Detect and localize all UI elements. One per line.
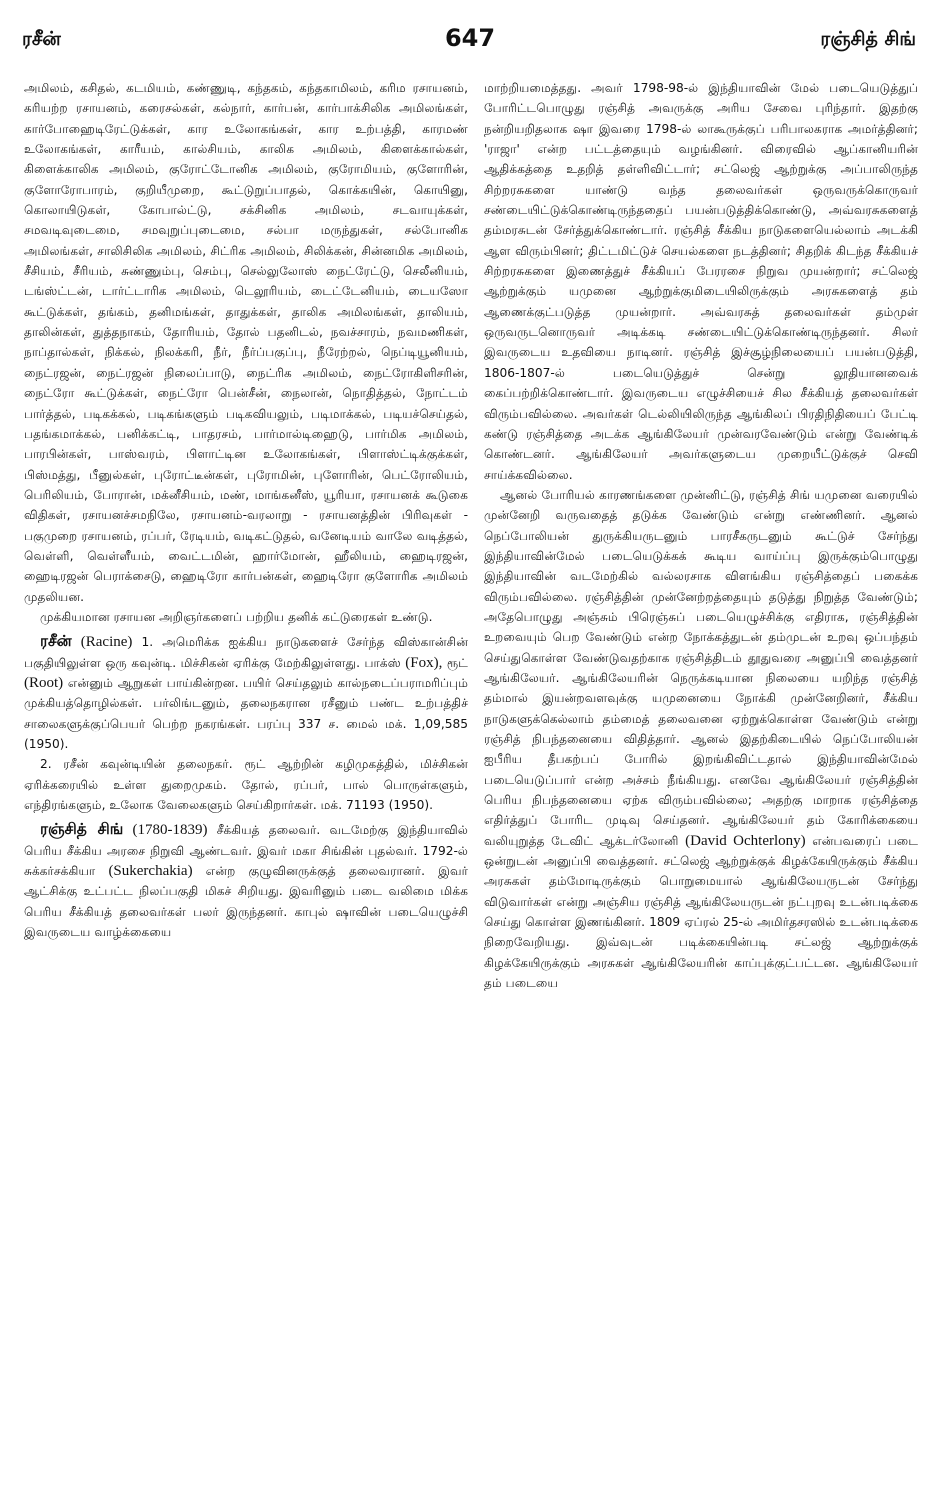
racine-root: (Root)	[24, 674, 64, 691]
ranjit-text-1: சீக்கியத் தலைவர். வடமேற்கு இந்தியாவில் பெரிய சீக்கிய அரசை நிறுவி ஆண்டவர். இவர் மகா சிங்கின் புதல்வர். 1792-ல் சுக்கர்சக்கியா	[24, 823, 469, 879]
running-head-left: ரசீன்	[22, 28, 61, 50]
racine-text-1c: என்னும் ஆறுகள் பாய்கின்றன. பயிர் செய்தலும் கால்நடைப்பராமரிப்பும் முக்கியத்தொழில்கள். பர்லிங்டனும், தலைநகரான ரசீனும் பண்ட உற்பத்திச் சாலைகளுக்குப்பெயர் பெற்ற நகரங்கள். பரப்பு 337 ச. மைல் மக். 1,09,585 (1950).	[24, 675, 469, 751]
entry-racine	[24, 631, 468, 754]
racine-fox: (Fox),	[405, 654, 443, 671]
ranjit-paragraph-2b: என்பவரைப் படை ஒன்றுடன் அனுப்பி வைத்தனர். சட்லெஜ் ஆற்றுக்குக் கிழக்கேயிருக்கும் சீக்கிய அரசுகள் தம்மோடிருக்கும் பொறுமையால் ஆங்கிலேயருடன் சேர்ந்து விடுவார்கள் என்று அஞ்சிய ரஞ்சித் ஆங்கிலேயருடன் நட்புறவு உடன்படிக்கை செய்து கொள்ள இணங்கினர். 1809 ஏப்ரல் 25-ல் அமிர்தசரஸில் உடன்படிக்கை நிறைவேறியது. இவ்வுடன் படிக்கையின்படி சட்லஜ் ஆற்றுக்குக் கிழக்கேயிருக்கும் அரசுகள் ஆங்கிலேயரின் காப்புக்குட்பட்டன. ஆங்கிலேயர் தம் படையை	[484, 833, 919, 991]
page-number: 647	[444, 24, 496, 52]
ranjit-paragraph-1: மாற்றியமைத்தது. அவர் 1798-98-ல் இந்தியாவின் மேல் படையெடுத்துப் போரிட்டபொழுது ரஞ்சித் அவருக்கு அரிய சேவை புரிந்தார். இதற்கு நன்றியறிதலாக ஷா இவரை 1798-ல் லாகூருக்குப் பரிபாலகராக அமர்த்தினர்; 'ராஜா' என்ற பட்டத்தையும் வழங்கினர். விரைவில் ஆப்கானியரின் ஆதிக்கத்தை உதறித் தள்ளிவிட்டார்; சட்லெஜ் ஆற்றுக்கு அப்பாலிருந்த சிற்றரசுகளை யாண்டு வந்த தலைவர்கள் ஒருவருக்கொருவர் சண்டையிட்டுக்கொண்டிருந்ததைப் பயன்படுத்திக்கொண்டு, அவ்வரசுகளைத் தம்மரசுடன் சேர்த்துக்கொண்டார். ரஞ்சித் சீக்கிய நாடுகளையெல்லாம் அடக்கி ஆள விரும்பினர்; திட்டமிட்டுச் செயல்களை நடத்தினர்; சிதறிக் கிடந்த சீக்கியச் சிற்றரசுகளை இணைத்துச் சீக்கியப் பேரரசை நிறுவ முயன்றார்; சட்லெஜ் ஆற்றுக்கும் யமுனை ஆற்றுக்குமிடையிலிருக்கும் அரசுகளைத் தம் ஆணைக்குட்படுத்த முயன்றார். அவ்வரசுத் தலைவர்கள் தம்முள் ஒருவருடனொருவர் அடிக்கடி சண்டையிட்டுக்கொண்டிருந்தனர். சிலர் இவருடைய உதவியை நாடினர். ரஞ்சித் இச்சூழ்நிலையைப் பயன்படுத்தி, 1806-1807-ல் படையெடுத்துச் சென்று லூதியானவைக் கைப்பற்றிக்கொண்டார். இவருடைய எழுச்சியைச் சில சீக்கியத் தலைவர்கள் விரும்பவில்லை. அவர்கள் டெல்லியிலிருந்த ஆங்கிலப் பிரதிநிதியைப் பேட்டி கண்டு ரஞ்சித்தை அடக்க ஆங்கிலேயர் முன்வரவேண்டும் என்று வேண்டிக் கொண்டனர். ஆங்கிலேயர் அவர்களுடைய முறையீட்டுக்குச் செவி சாய்க்கவில்லை.	[484, 81, 918, 482]
running-head-right: ரஞ்சித் சிங்	[820, 28, 916, 50]
racine-text-1b: ரூட்	[446, 655, 468, 670]
entry-ranjit-singh	[24, 819, 468, 942]
right-column	[484, 78, 918, 993]
entry-latin-racine: (Racine)	[80, 634, 133, 651]
ranjit-text-1b: என்ற குழுவினருக்குத் தலைவரானர். இவர் ஆட்சிக்கு உட்பட்ட நிலப்பகுதி மிகச் சிறியது. இவரினும் படை வலிமை மிக்க பெரிய சீக்கியத் தலைவர்கள் பலர் இருந்தனர். காபுல் ஷாவின் படையெழுச்சி இவருடைய வாழ்க்கையை	[24, 864, 468, 940]
racine-text-2: 2. ரசீன் கவுன்டியின் தலைநகர். ரூட் ஆற்றின் கழிமுகத்தில், மிச்சிகன் ஏரிக்கரையில் உள்ள துறைமுகம். தோல், ரப்பர், பால் பொருள்களும், எந்திரங்களும், உலோக வேலைகளும் செய்கிறார்கள். மக். 71193 (1950).	[24, 757, 468, 813]
ranjit-sukerchakia: (Sukerchakia)	[108, 863, 193, 880]
entry-dates-ranjit: (1780-1839)	[132, 822, 208, 839]
chemistry-topics-list: அமிலம், கசிதல், கடமியம், கண்ணுடி, கந்தகம், கந்தகாமிலம், கரிம ரசாயனம், கரியற்ற ரசாயனம், கரைசல்கள், கல்நார், கார்பன், கார்பாக்சிலிக அமிலங்கள், கார்போஹைடிரேட்டுக்கள், கார உலோகங்கள், கார உற்பத்தி, காரமண் உலோகங்கள், காரீயம், கால்சியம், காலிக அமிலம், கிளைக்கால்கள், கிளைக்காலிக அமிலம், குரோட்டோனிக அமிலம், குரோமியம், குளோரின், குளோரோபாரம், குறியீமுறை, கூட்டுறுப்பாதல், கொக்கயின், கொயினு, கொலாயிடுகள், கோபால்ட்டு, சக்சினிக அமிலம், சடவாயுக்கள், சமவடிவுடைமை, சமவுறுப்புடைமை, சல்பா மருந்துகள், சல்போனிக அமிலங்கள், சாலிசிலிக அமிலம், சிட்ரிக அமிலம், சிலிக்கன், சின்னமிக அமிலம், சீசியம், சீரியம், சுண்ணும்பு, செம்பு, செல்லுலோஸ் நைட்ரேட்டு, செலீனியம், டங்ஸ்ட்டன், டார்ட்டாரிக அமிலம், டெலூரியம், டைட்டேனியம், டையஸோ கூட்டுக்கள், தங்கம், தனிமங்கள், தாதுக்கள், தாலிக அமிலங்கள், தாலியம், தாலின்கள், துத்தநாகம், தோரியம், தோல் பதனிடல், நவச்சாரம், நவமணிகள், நாப்தால்கள், நிக்கல், நிலக்கரி, நீர், நீர்ப்பகுப்பு, நீரேற்றல், நெப்டியூனியம், நைட்ரஜன், நைட்ரஜன் நிலைப்பாடு, நைட்ரிக அமிலம், நைட்ரோகிளிசரின், நைட்ரோ கூட்டுக்கள், நைட்ரோ பென்சீன், நைலான், நொதித்தல், நோட்டம் பார்த்தல், படிகக்கல், படிகங்களும் படிகவியலும், படிமாக்கல், படியச்செய்தல், பதங்கமாக்கல், பனிக்கட்டி, பாதரசம், பார்மால்டிஹைடு, பார்மிக அமிலம், பாரபின்கள், பாஸ்வரம், பிளாட்டின உலோகங்கள், பிளாஸ்ட்டிக்குக்கள், பிஸ்மத்து, பீனுல்கள், புரோட்டீன்கள், புரோமின், புளோரின், பெட்ரோலியம், பெரிலியம், போரான், மக்னீசியம், மண், மாங்கனீஸ், யூரியா, ரசாயனக் கூடுகை விதிகள், ரசாயனச்சமநிலே, ரசாயனம்-வரலாறு - ரசாயனத்தின் பிரிவுகள் - பகுமுறை ரசாயனம், ரப்பர், ரேடியம், வடிகட்டுதல், வனேடியம் வாலே வடித்தல், வெள்ளி, வெள்ளீயம், வைட்டமின், ஹார்மோன், ஹீலியம், ஹைடிரஜன், ஹைடிரஜன் பெராக்சைடு, ஹைடிரோ கார்பன்கள், ஹைடிரோ குளோரிக அமிலம் முதலியன.	[24, 81, 468, 604]
left-column	[24, 78, 468, 942]
entry-headword-ranjit: ரஞ்சித் சிங்	[40, 820, 124, 839]
chemists-note: முக்கியமான ரசாயன அறிஞர்களைப் பற்றிய தனிக் கட்டுரைகள் உண்டு.	[40, 609, 433, 624]
ochterlony-latin: (David Ochterlony)	[685, 832, 806, 849]
entry-headword-racine: ரசீன்	[40, 632, 72, 651]
ranjit-paragraph-2a: ஆனல் போரியல் காரணங்களை முன்னிட்டு, ரஞ்சித் சிங் யமுனை வரையில் முன்னேறி வருவதைத் தடுக்க வேண்டும் என்று எண்ணினர். ஆனல் நெப்போலியன் துருக்கியருடனும் பாரசீகருடனும் கூட்டுச் சேர்ந்து இந்தியாவின்மேல் படையெடுக்கக் கூடிய வாய்ப்பு இருக்கும்பொழுது இந்தியாவின் வடமேற்கில் வல்லரசாக விளங்கிய ரஞ்சித்தைப் பகைக்க விரும்பவில்லை. ரஞ்சித்தின் முன்னேற்றத்தையும் தடுத்து நிறுத்த வேண்டும்; அதேபொழுது அஞ்சும் பிரெஞ்சுப் படையெழுச்சிக்கு எதிராக, ரஞ்சித்தின் உறவையும் பெற வேண்டும் என்ற நோக்கத்துடன் தம்முடன் உறவு ஒப்பந்தம் செய்துகொள்ள வேண்டுவதற்காக ரஞ்சித்திடம் தூதுவரை அனுப்பி வைத்தனர் ஆங்கிலேயர். ஆங்கிலேயரின் நெருக்கடியான நிலையை யறிந்த ரஞ்சித் தம்மால் இயன்றவளவுக்கு யமுனையை நோக்கி முன்னேறினர், சீக்கிய நாடுகளுக்கெல்லாம் தம்மைத் தலைவனை ஏற்றுக்கொள்ள வேண்டும் என்று ரஞ்சித் நிபந்தனையை விதித்தார். ஆனல் இதற்கிடையில் நெப்போலியன் ஐபீரிய தீபகற்பப் போரில் இறங்கிவிட்டதால் இந்தியாவின்மேல் படையெடுப்பார் என்ற அச்சம் நீங்கியது. எனவே ஆங்கிலேயர் ரஞ்சித்தின் பெரிய நிபந்தனையை ஏற்க விரும்பவில்லை; அதற்கு மாறாக ரஞ்சித்தை எதிர்த்துப் போரிட முடிவு செய்தனர். ஆங்கிலேயர் தம் கோரிக்கையை வலியுறுத்த டேவிட் ஆக்டர்லோனி	[484, 487, 918, 848]
ranjit-paragraph-2	[484, 485, 918, 994]
racine-text-1: 1. அமெரிக்க ஐக்கிய நாடுகளைச் சேர்ந்த விஸ்கான்சின் பகுதியிலுள்ள ஒரு கவுன்டி. மிச்சிகன் ஏரிக்கு மேற்கிலுள்ளது. பாக்ஸ்	[24, 635, 469, 670]
